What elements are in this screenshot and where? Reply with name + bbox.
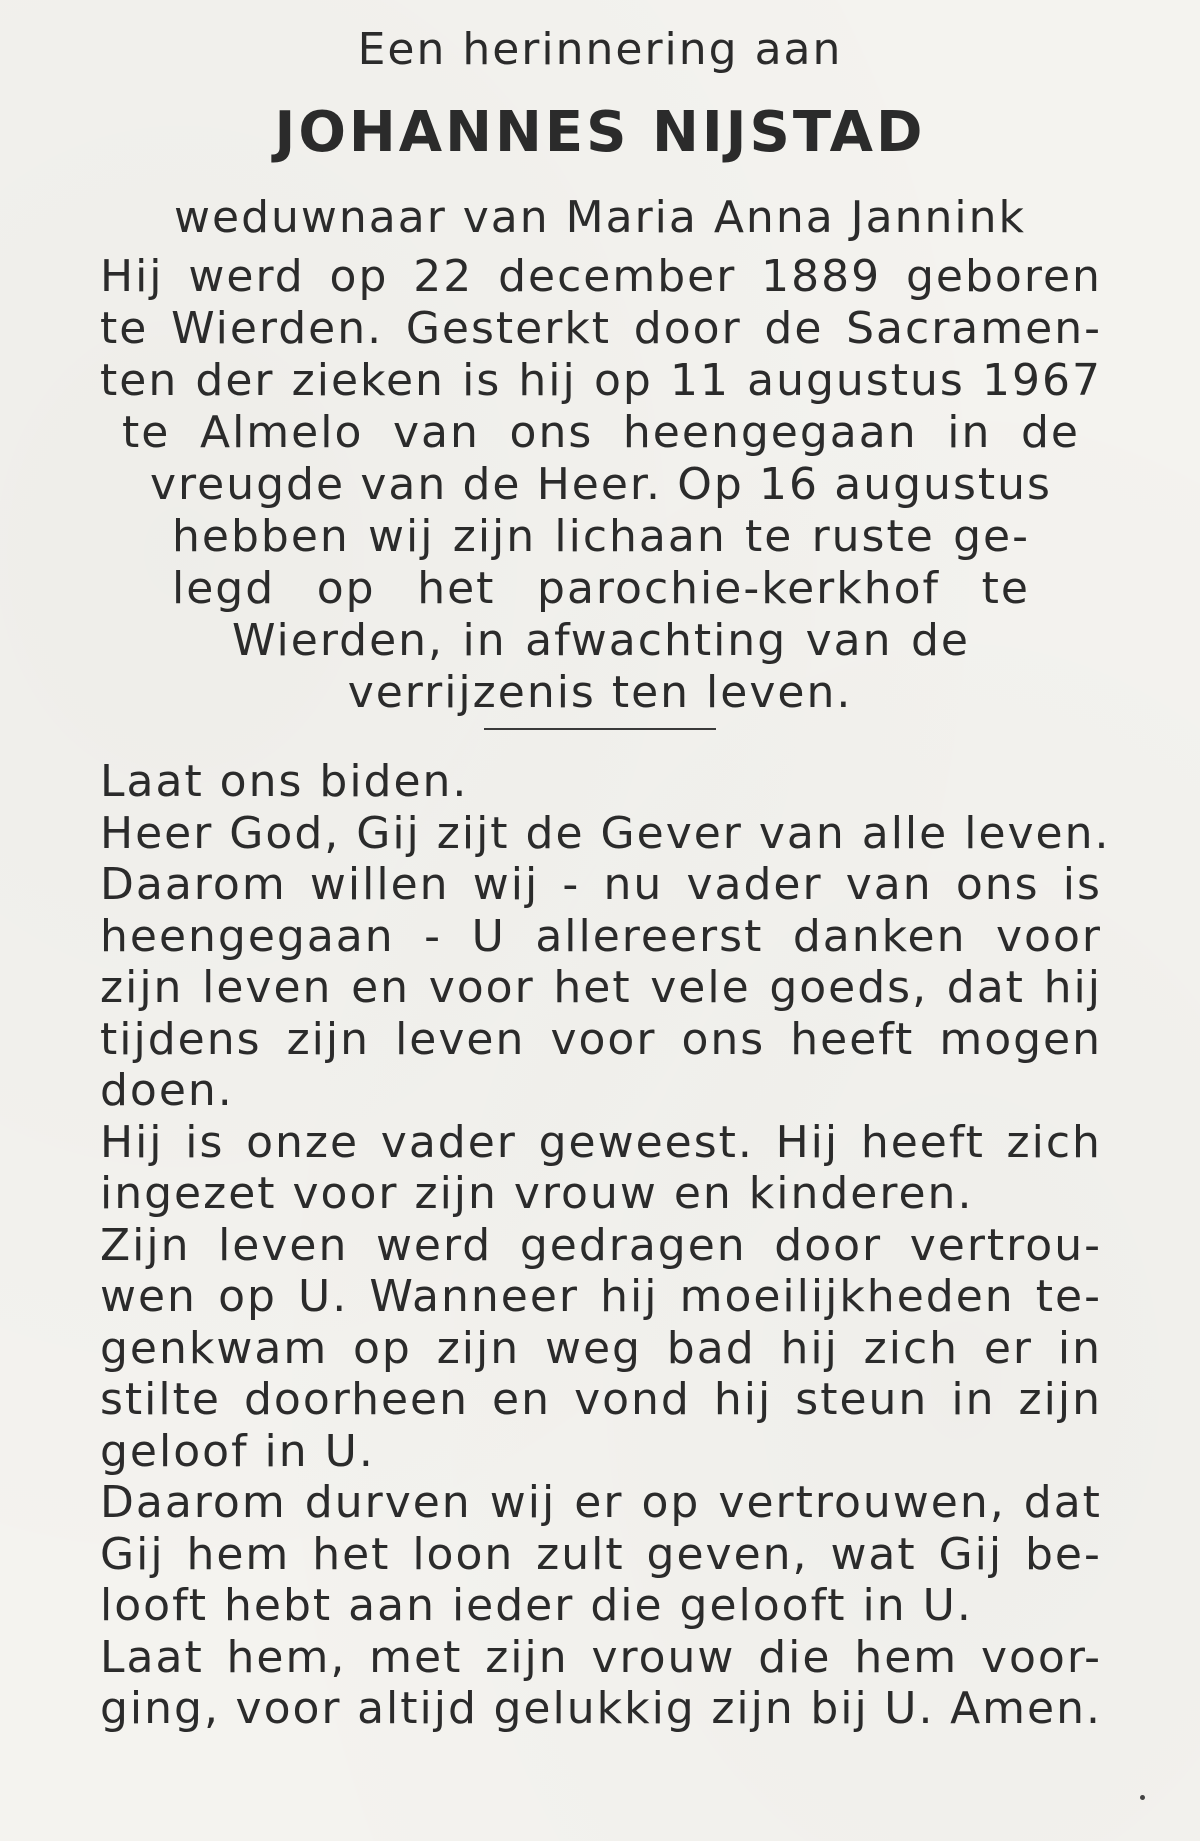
- bio-line: [0, 355, 1200, 407]
- divider: [484, 728, 716, 730]
- prayer-line-text: ging, voor altijd gelukkig zijn bij U. Amen.: [100, 1683, 1102, 1734]
- prayer-line: [100, 756, 1102, 808]
- paper-speck: [1140, 1795, 1145, 1800]
- bio-line: [0, 667, 1200, 719]
- bio-line-text: hebben wij zijn lichaan te ruste ge-: [172, 511, 1030, 562]
- widower-line: weduwnaar van Maria Anna Jannink: [174, 192, 1026, 243]
- prayer-line-text: Laat ons biden.: [100, 756, 469, 807]
- bio-line-text: vreugde van de Heer. Op 16 augustus: [150, 459, 1052, 510]
- deceased-name: JOHANNES NIJSTAD: [274, 100, 926, 165]
- bio-line-text: Hij werd op 22 december 1889 geboren: [100, 251, 1102, 302]
- prayer-line-text: Hij is onze vader geweest. Hij heeft zich: [100, 1116, 1102, 1168]
- prayer-line-text: genkwam op zijn weg bad hij zich er in: [100, 1322, 1102, 1374]
- prayer-line-text: stilte doorheen en vond hij steun in zijn: [100, 1374, 1102, 1425]
- biography-paragraph: [0, 251, 1200, 719]
- prayer-line: [100, 1220, 1102, 1272]
- bio-line: [0, 511, 1200, 563]
- prayer-line: [100, 1426, 1102, 1478]
- prayer-line: [100, 1014, 1102, 1066]
- bio-line-text: te Almelo van ons heengegaan in de: [122, 407, 1080, 458]
- prayer-line: [100, 1580, 1102, 1632]
- bio-line-text: ten der zieken is hij op 11 augustus 1967: [100, 355, 1102, 406]
- prayer-line: [100, 1168, 1102, 1220]
- prayer-line: [100, 1271, 1102, 1323]
- prayer-line-text: heengegaan - U allereerst danken voor: [100, 910, 1102, 962]
- bio-line: [0, 459, 1200, 511]
- bio-line: [0, 563, 1200, 615]
- prayer-line: [100, 1323, 1102, 1375]
- prayer-line: [100, 807, 1111, 860]
- bio-line-text: Wierden, in afwachting van de: [232, 615, 970, 666]
- bio-line-text: verrijzenis ten leven.: [347, 667, 853, 718]
- prayer-line-text: wen op U. Wanneer hij moeilijkheden te-: [100, 1271, 1102, 1322]
- prayer-line-text: tijdens zijn leven voor ons heeft mogen: [100, 1013, 1102, 1065]
- prayer-line: [100, 1374, 1102, 1426]
- prayer-line-text: doen.: [100, 1065, 234, 1116]
- bio-line-text: legd op het parochie-kerkhof te: [172, 563, 1030, 614]
- prayer-line: [100, 859, 1102, 911]
- prayer-paragraph: [100, 756, 1111, 1735]
- prayer-line-text: geloof in U.: [100, 1425, 375, 1477]
- prayer-line: [100, 1529, 1102, 1581]
- prayer-line: [100, 1632, 1102, 1684]
- prayer-line: [100, 1477, 1102, 1529]
- prayer-line-text: zijn leven en voor het vele goeds, dat hij: [100, 962, 1102, 1013]
- bio-line-text: te Wierden. Gesterkt door de Sacramen-: [100, 303, 1102, 354]
- intro-text: Een herinnering aan: [357, 24, 843, 75]
- bio-line: [0, 407, 1200, 459]
- prayer-line-text: Laat hem, met zijn vrouw die hem voor-: [100, 1631, 1102, 1683]
- prayer-line: [100, 1117, 1102, 1169]
- prayer-line-text: Daarom durven wij er op vertrouwen, dat: [100, 1477, 1102, 1528]
- prayer-line: [100, 962, 1102, 1014]
- bio-line: [0, 615, 1200, 667]
- prayer-line-text: looft hebt aan ieder die gelooft in U.: [100, 1580, 973, 1631]
- prayer-line-text: Zijn leven werd gedragen door vertrou-: [100, 1219, 1102, 1271]
- bio-line: [0, 303, 1200, 355]
- prayer-line-text: Gij hem het loon zult geven, wat Gij be-: [100, 1528, 1102, 1580]
- prayer-line-text: Heer God, Gij zijt de Gever van alle leven.: [100, 807, 1111, 859]
- prayer-line-text: Daarom willen wij - nu vader van ons is: [100, 859, 1102, 910]
- prayer-line: [100, 1065, 1102, 1117]
- prayer-line: [100, 911, 1102, 963]
- prayer-line-text: ingezet voor zijn vrouw en kinderen.: [100, 1168, 974, 1219]
- bio-line: [0, 251, 1200, 303]
- prayer-line: [100, 1683, 1102, 1735]
